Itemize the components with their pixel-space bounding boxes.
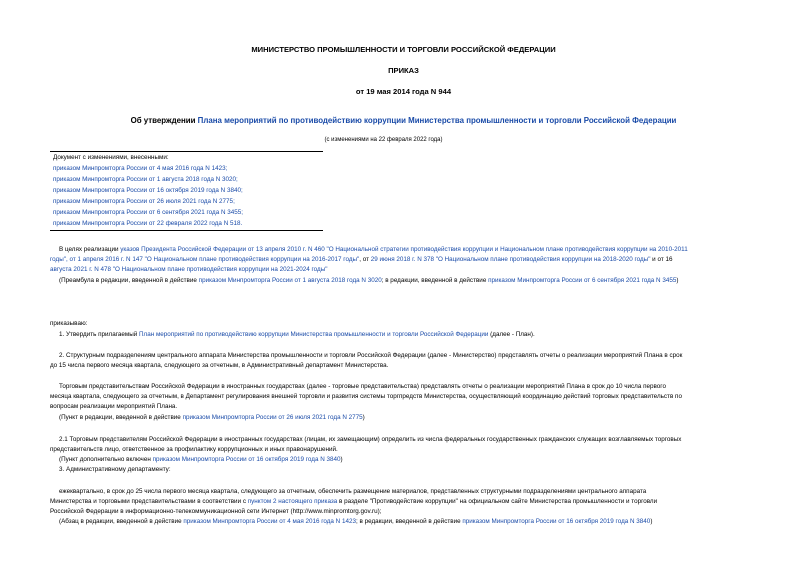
note-text: (Пункт в редакции, введенной в действие: [59, 414, 183, 421]
changes-intro: Документ с изменениями, внесенными:: [53, 154, 169, 161]
item-2-1-line-1: 2.1 Торговым представителям Российской Федерации в иностранных государствах (лицам, их замещающим) определить из числа федеральных государственных гражданских служащих возглавляемых торговых: [59, 436, 682, 443]
order-1423-link[interactable]: приказом Минпромторга России от 4 мая 2016 года N 1423: [183, 518, 356, 525]
note-text: (Пункт дополнительно включен: [59, 456, 153, 463]
document-title: [0, 116, 807, 125]
note-text: ; в редакции, введенной в действие: [356, 518, 463, 525]
change-link[interactable]: приказом Минпромторга России от 6 сентября 2021 года N 3455;: [53, 209, 243, 216]
note-text: (Абзац в редакции, введенной в действие: [59, 518, 184, 525]
changes-top-divider: [50, 151, 323, 152]
order-3020-link[interactable]: приказом Минпромторга России от 1 августа 2018 года N 3020: [198, 277, 382, 284]
item-2-1-line-2: представительств лицо, ответственное за профилактику коррупционных и иных правонарушений.: [50, 446, 338, 453]
president-decrees-link[interactable]: указов Президента Российской Федерации от 13 апреля 2010 г. N 460 "О Национальной стратегии противодействия коррупции и Национальном плане противодействия коррупции на 2010-2011: [120, 246, 688, 253]
trade-line-1: Торговым представительствам Российской Федерации в иностранных государствах (далее - торговые представительства) представлять отчеты о реализации мероприятий Плана в срок до 10 числа первого: [59, 383, 666, 390]
q-text: Министерства и торговыми представительствами в соответствии с: [50, 498, 248, 505]
item-3: 3. Административному департаменту:: [59, 466, 171, 473]
change-link[interactable]: приказом Минпромторга России от 16 октября 2019 года N 3840;: [53, 187, 243, 194]
note-text: ): [340, 456, 343, 463]
trade-line-2: месяца квартала, следующего за отчетным, в Департамент регулирования внешней торговли и развития системы торгпредств Министерства, осуществляющий координацию действий торговых представительств по: [50, 393, 682, 400]
document-date: от 19 мая 2014 года N 944: [355, 87, 452, 96]
note-text: (Преамбула в редакции, введенной в действие: [59, 277, 199, 284]
order-3840-link[interactable]: приказом Минпромторга России от 16 октября 2019 года N 3840: [152, 456, 341, 463]
item-1-prefix: 1. Утвердить прилагаемый: [59, 331, 140, 338]
preamble-line-3: [50, 266, 327, 274]
item-1-suffix: (далее - План).: [488, 331, 535, 338]
note-text: ): [650, 518, 653, 525]
item-2-line-1: 2. Структурным подразделениям центрального аппарата Министерства промышленности и торговли Российской Федерации (далее - Министерство) представлять отчеты о реализации мероприятий Плана в срок: [59, 352, 683, 359]
preamble-connector: , от: [359, 256, 371, 263]
q-text: в разделе "Противодействие коррупции" на официальном сайте Министерства промышленности и торговли: [337, 498, 658, 505]
item-2-1-note: [59, 456, 343, 464]
preamble-edition-note: [59, 277, 678, 285]
ministry-heading: МИНИСТЕРСТВО ПРОМЫШЛЕННОСТИ И ТОРГОВЛИ РОССИЙСКОЙ ФЕДЕРАЦИИ: [251, 45, 556, 54]
note-text: ; в редакции, введенной в действие: [381, 277, 489, 284]
preamble-line-2: [50, 256, 672, 264]
paragraph-2-link[interactable]: пунктом 2 настоящего приказа: [247, 498, 338, 505]
quarterly-line-3: Российской Федерации в информационно-телекоммуникационной сети Интернет (http://www.minpromtorg.gov.ru);: [50, 508, 382, 515]
change-link[interactable]: приказом Минпромторга России от 4 мая 2016 года N 1423;: [53, 165, 228, 172]
preamble-prefix: В целях реализации: [59, 246, 121, 253]
trade-edition-note: [59, 414, 365, 422]
preamble-connector: и от 16: [650, 256, 673, 263]
quarterly-line-1: ежеквартально, в срок до 25 числа первого месяца квартала, следующего за отчетным, обеспечить размещение материалов, представленных структурными подразделениями центрального аппарата: [59, 488, 647, 495]
plan-link[interactable]: План мероприятий по противодействию коррупции Министерства промышленности и торговли Российской Федерации: [139, 331, 489, 338]
order-3840-link[interactable]: приказом Минпромторга России от 16 октября 2019 года N 3840: [462, 518, 651, 525]
change-link[interactable]: приказом Минпромторга России от 1 августа 2018 года N 3020;: [53, 176, 238, 183]
change-link[interactable]: приказом Минпромторга России от 22 февраля 2022 года N 518.: [53, 220, 243, 227]
decree-147-link[interactable]: годы", от 1 апреля 2016 г. N 147 "О Национальном плане противодействия коррупции на 2016-2017 годы": [50, 256, 360, 263]
prikazyvayu: приказываю:: [50, 320, 88, 327]
decree-378-link[interactable]: 29 июня 2018 г. N 378 "О Национальном плане противодействия коррупции на 2018-2020 годы": [370, 256, 651, 263]
item-1: [59, 331, 535, 339]
preamble-line-1: [59, 246, 688, 254]
title-plan-link[interactable]: Плана мероприятий по противодействию коррупции Министерства промышленности и торговли Российской Федерации: [197, 116, 677, 125]
note-text: ): [676, 277, 679, 284]
quarterly-edition-note: [59, 518, 652, 526]
changes-bottom-divider: [50, 230, 323, 231]
order-3455-link[interactable]: приказом Минпромторга России от 6 сентября 2021 года N 3455: [488, 277, 677, 284]
document-type: ПРИКАЗ: [388, 66, 419, 75]
title-prefix: Об утверждении: [130, 116, 198, 125]
order-2775-link[interactable]: приказом Минпромторга России от 26 июля 2021 года N 2775: [182, 414, 363, 421]
edition-note: (с изменениями на 22 февраля 2022 года): [324, 136, 443, 143]
note-text: ): [362, 414, 365, 421]
quarterly-line-2: [50, 498, 657, 506]
decree-478-link[interactable]: августа 2021 г. N 478 "О Национальном плане противодействия коррупции на 2021-2024 годы": [50, 266, 328, 273]
item-2-line-2: до 15 числа первого месяца квартала, следующего за отчетным, в Административный департамент Министерства.: [50, 362, 389, 369]
trade-line-3: вопросам реализации мероприятий Плана.: [50, 403, 178, 410]
change-link[interactable]: приказом Минпромторга России от 26 июля 2021 года N 2775;: [53, 198, 235, 205]
